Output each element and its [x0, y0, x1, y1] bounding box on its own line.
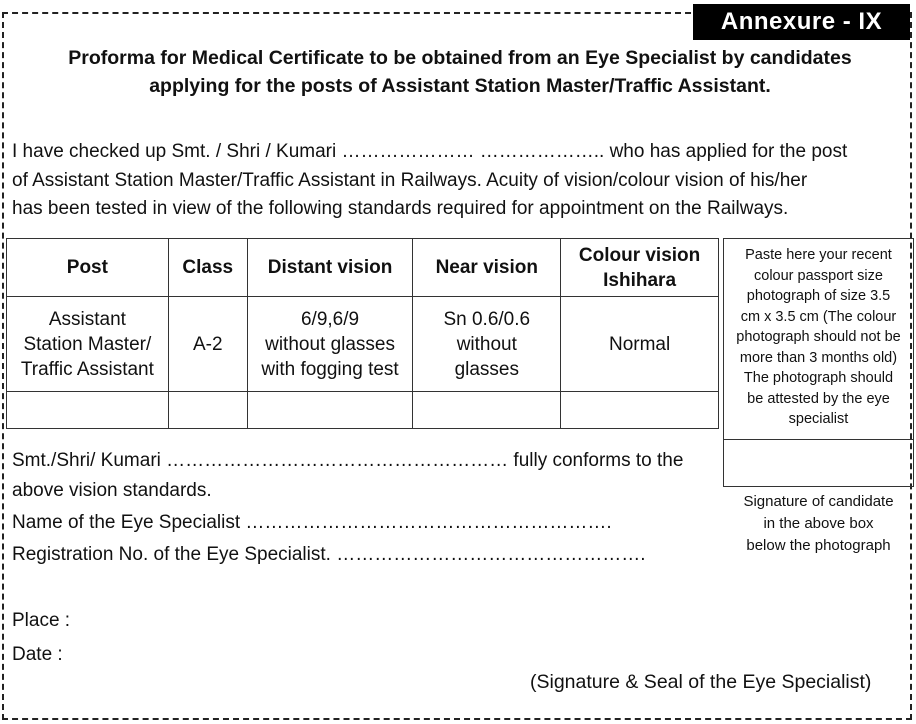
near-line-2: without — [456, 333, 517, 355]
title-line-1: Proforma for Medical Certificate to be obtained from an Eye Specialist by candidates — [68, 47, 852, 69]
intro-paragraph — [12, 138, 902, 224]
empty-cell — [168, 392, 247, 429]
empty-cell — [561, 392, 719, 429]
photo-text-line: photograph should not be — [736, 329, 901, 345]
table-header-row — [7, 239, 719, 297]
table-row — [7, 297, 719, 392]
table-empty-row — [7, 392, 719, 429]
near-line-3: glasses — [454, 358, 519, 380]
near-line-1: Sn 0.6/0.6 — [443, 308, 531, 330]
photo-paste-box — [723, 238, 914, 440]
vision-standards-table — [6, 238, 719, 429]
cell-colour-vision: Normal — [561, 297, 719, 392]
conformity-line-1: Smt./Shri/ Kumari ……………………………………………… fully conforms to the — [12, 450, 684, 471]
cell-distant-vision — [247, 297, 413, 392]
distant-line-3: with fogging test — [261, 358, 399, 380]
signature-caption-line: below the photograph — [746, 537, 891, 554]
photo-text-line: be attested by the eye — [747, 390, 890, 407]
signature-caption-line: in the above box — [763, 515, 874, 532]
candidate-signature-box — [723, 440, 914, 487]
header-colour-line-1: Colour vision — [578, 244, 701, 266]
signature-caption-line: Signature of candidate — [743, 493, 894, 510]
signature-caption — [723, 491, 914, 557]
intro-line-3: has been tested in view of the following standards required for appointment on the Railways. — [12, 198, 789, 219]
photo-text-line: photograph of size 3.5 — [746, 288, 891, 304]
specialist-name-line: Name of the Eye Specialist …………………………………………………. — [12, 512, 612, 533]
photo-text-line: specialist — [788, 411, 849, 427]
photo-text-line: The photograph should — [743, 370, 894, 386]
distant-line-2: without glasses — [265, 333, 395, 355]
conformity-line-2: above vision standards. — [12, 480, 212, 501]
post-line-1: Assistant — [48, 308, 126, 330]
title-line-2: applying for the posts of Assistant Station Master/Traffic Assistant. — [149, 75, 771, 97]
date-label: Date : — [12, 644, 63, 665]
page-title — [20, 44, 900, 100]
specialist-signature-seal-label: (Signature & Seal of the Eye Specialist) — [530, 671, 872, 693]
photo-text-line: colour passport size — [754, 267, 883, 284]
header-post: Post — [7, 239, 169, 297]
place-label: Place : — [12, 610, 71, 631]
header-class: Class — [168, 239, 247, 297]
distant-line-1: 6/9,6/9 — [300, 308, 360, 330]
post-line-3: Traffic Assistant — [20, 358, 154, 380]
cell-post — [7, 297, 169, 392]
photo-text-line: cm x 3.5 cm (The colour — [740, 308, 897, 325]
registration-number-line: Registration No. of the Eye Specialist. …………………………………………. — [12, 544, 646, 565]
intro-line-2: of Assistant Station Master/Traffic Assistant in Railways. Acuity of vision/colour vision of his/her — [12, 169, 808, 191]
empty-cell — [7, 392, 169, 429]
empty-cell — [413, 392, 561, 429]
header-distant-vision: Distant vision — [247, 239, 413, 297]
header-near-vision: Near vision — [413, 239, 561, 297]
annexure-label: Annexure - IX — [693, 4, 910, 40]
header-colour-line-2: Ishihara — [603, 269, 677, 291]
empty-cell — [247, 392, 413, 429]
intro-line-1: I have checked up Smt. / Shri / Kumari ………………… ……………….. who has applied for the post — [12, 141, 848, 162]
post-line-2: Station Master/ — [23, 333, 152, 355]
header-colour-vision — [561, 239, 719, 297]
photo-text-line: Paste here your recent — [745, 247, 892, 263]
cell-class: A-2 — [168, 297, 247, 392]
photo-text-line: more than 3 months old) — [739, 349, 898, 366]
cell-near-vision — [413, 297, 561, 392]
